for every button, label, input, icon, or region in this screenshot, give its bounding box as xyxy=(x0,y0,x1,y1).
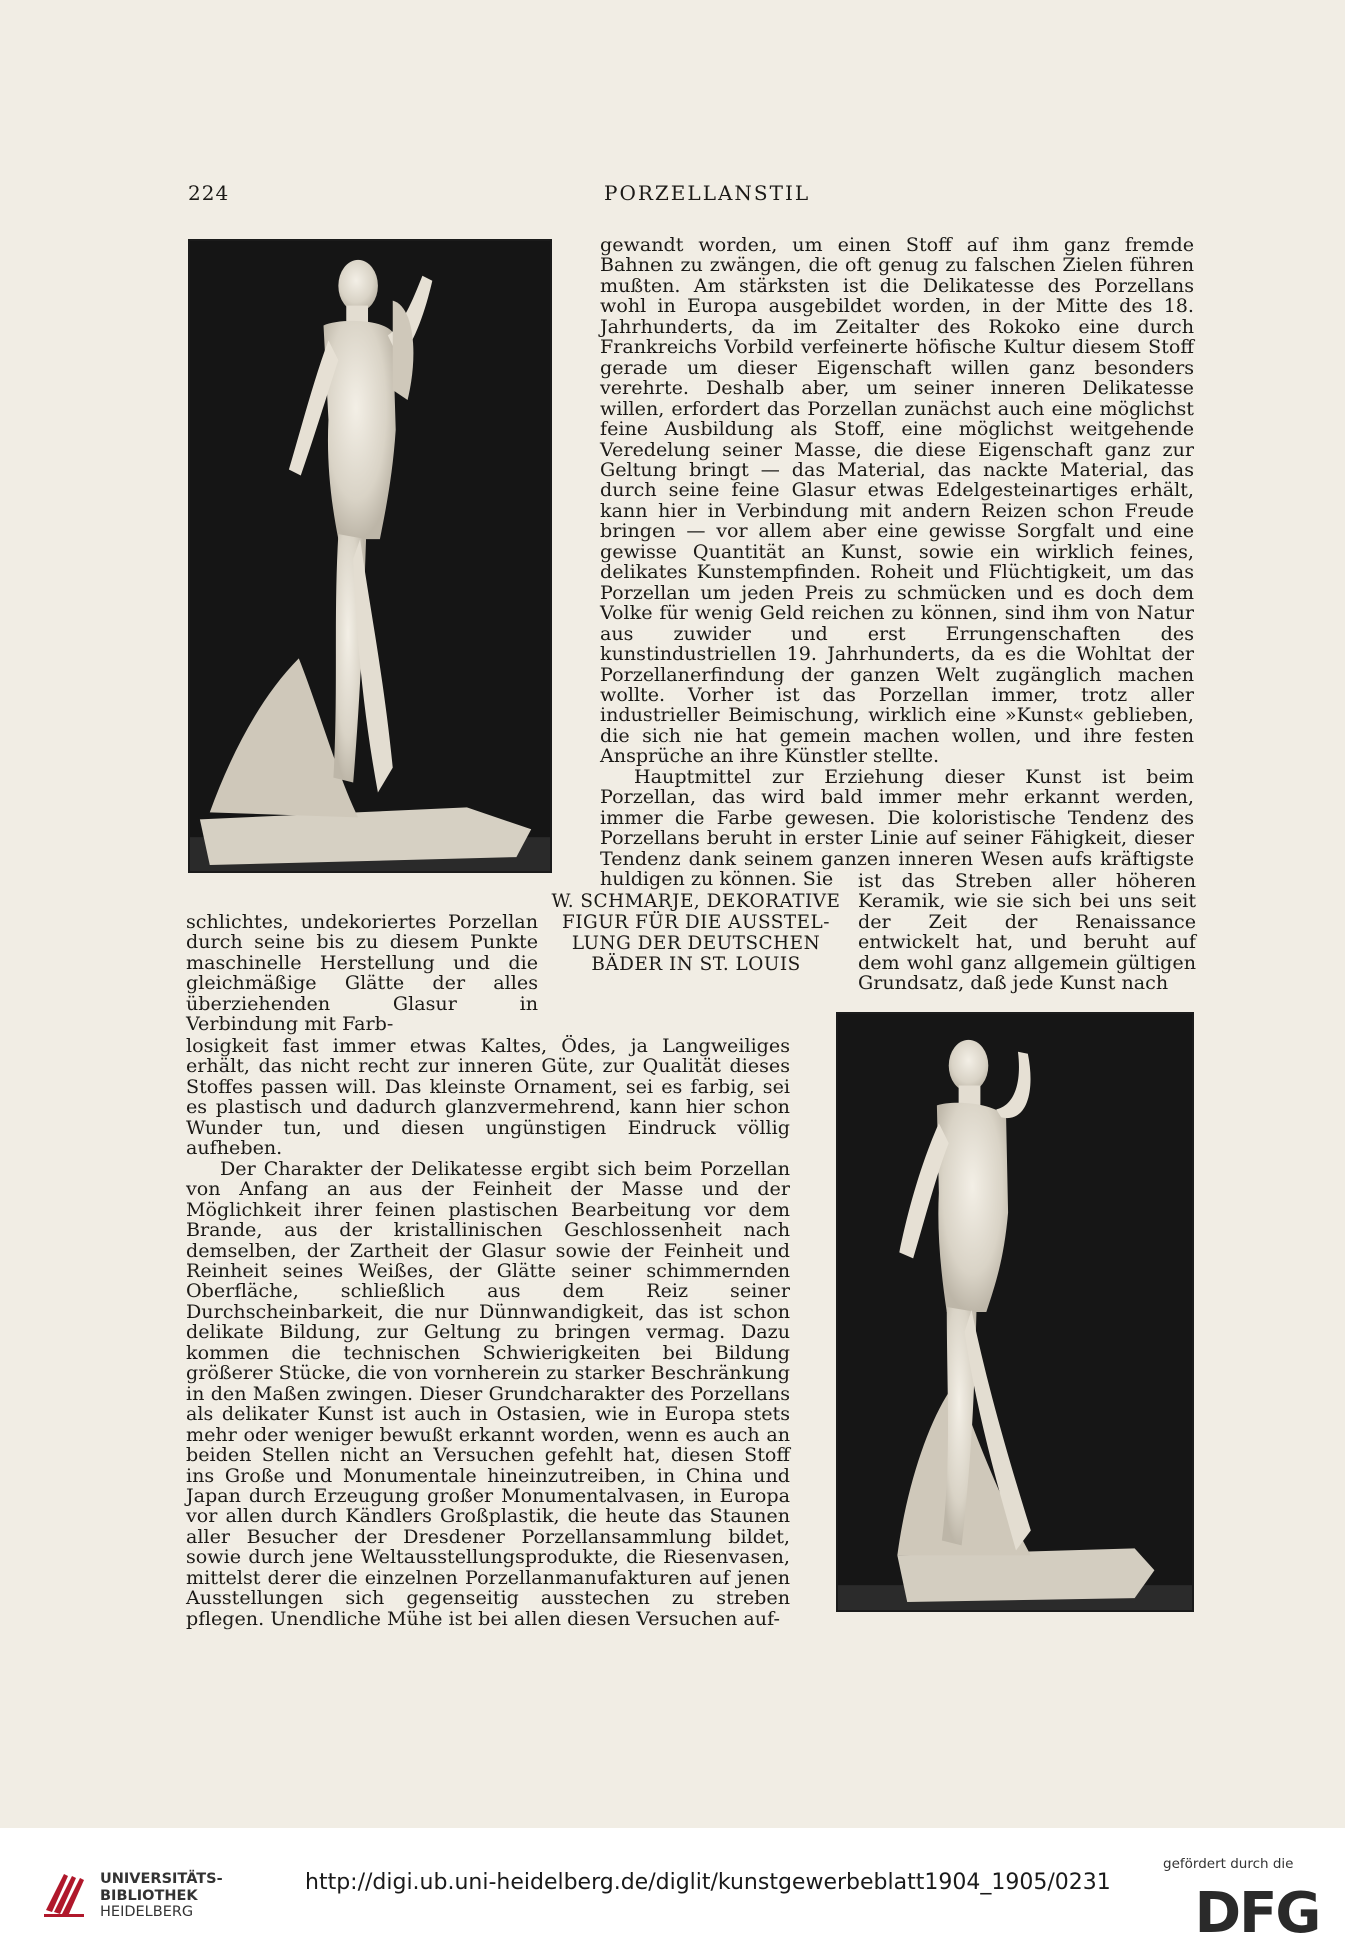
caption-line: FIGUR FÜR DIE AUSSTEL- xyxy=(562,912,830,933)
library-logo-icon xyxy=(42,1868,90,1918)
dfg-logo xyxy=(1187,1880,1327,1940)
library-name-line: UNIVERSITÄTS- xyxy=(100,1871,223,1887)
text-column-left-upper xyxy=(186,912,538,1035)
paragraph: Der Charakter der Delikatesse ergibt sich beim Porzellan von Anfang an aus der Feinheit der Masse und der Möglichkeit ihrer feinen plastischen Bearbeitung vor dem Brande, aus der kristallinischen Geschlossenheit nach demselben, der Zartheit der Glasur sowie der Feinheit und Reinheit seines Weißes, der Glätte seiner schimmernden Oberfläche, schließlich aus dem Reiz seiner Durchscheinbarkeit, die nur Dünnwandigkeit, das ist schon delikate Bildung, zur Geltung zu bringen vermag. Dazu kommen die technischen Schwierigkeiten bei Bildung größerer Stücke, die von vornherein zu starker Beschränkung in den Maßen zwingen. Dieser Grundcharakter des Porzellans als delikater Kunst ist auch in Ostasien, wie in Europa stets mehr oder weniger bewußt erkannt worden, wenn es auch an beiden Stellen nicht an Versuchen gefehlt hat, diesen Stoff ins Große und Monumentale hineinzutreiben, in China und Japan durch Erzeugung großer Monumentalvasen, in Europa vor allen durch Kändlers Großplastik, die heute das Staunen aller Besucher der Dresdener Porzellansammlung bildet, sowie durch jene Weltausstellungsprodukte, die Riesenvasen, mittelst derer die einzelnen Porzellanmanufakturen auf jenen Ausstellungen sich gegenseitig ausstechen zu streben pflegen. Unendliche Mühe ist bei allen diesen Versuchen auf- xyxy=(186,1156,790,1630)
statue-photo-2 xyxy=(836,1012,1194,1612)
caption-line: W. SCHMARJE, DEKORATIVE xyxy=(551,891,841,912)
library-name-line: HEIDELBERG xyxy=(100,1904,194,1920)
caption-line: BÄDER IN ST. LOUIS xyxy=(591,954,801,975)
document-url-link[interactable]: http://digi.ub.uni-heidelberg.de/diglit/kunstgewerbeblatt1904_1905/0231 xyxy=(305,1870,1111,1895)
library-name-line: BIBLIOTHEK xyxy=(100,1887,198,1904)
text-column-right-upper xyxy=(600,235,1194,890)
paragraph: gewandt worden, um einen Stoff auf ihm ganz fremde Bahnen zu zwängen, die oft genug zu falschen Zielen führen mußten. Am stärksten ist die Delikatesse des Porzellans wohl in Europa ausgebildet worden, in der Mitte des 18. Jahrhunderts, da im Zeitalter des Rokoko eine durch Frankreichs Vorbild verfeinerte höfische Kultur diesem Stoff gerade um dieser Eigenschaft willen ganz besonders verehrte. Deshalb aber, um seiner inneren Delikatesse willen, erfordert das Porzellan zunächst auch eine möglichst feine Ausbildung als Stoff, eine möglichst weitgehende Veredelung seiner Masse, die diese Eigenschaft ganz zur Geltung bringt — das Material, das nackte Material, das durch seine feine Glasur etwas Edelgesteinartiges erhält, kann hier in Verbindung mit andern Reizen schon Freude bringen — vor allem aber eine gewisse Sorgfalt und eine gewisse Quantität an Kunst, sowie ein wirklich feines, delikates Kunstempfinden. Roheit und Flüchtigkeit, um das Porzellan um jeden Preis zu schmücken und es doch dem Volke für wenig Geld reichen zu können, sind ihm von Natur aus zuwider und erst Errungenschaften des kunstindustriellen 19. Jahrhunderts, da es die Wohltat der Porzellanerfindung der ganzen Welt zugänglich machen wollte. Vorher ist das Porzellan immer, trotz aller industrieller Beimischung, wirklich eine »Kunst« geblieben, die sich nie hat gemein machen wollen, und ihre festen Ansprüche an ihre Künstler stellte. xyxy=(600,233,1194,768)
statue-photo-1 xyxy=(188,239,552,873)
paragraph: schlichtes, undekoriertes Porzellan durch seine bis zu diesem Punkte maschinelle Herstellung und die gleichmäßige Glätte der alles überziehenden Glasur in Verbindung mit Farb- xyxy=(186,910,538,1036)
library-name xyxy=(100,1871,223,1921)
dfg-logo-text: DFG xyxy=(1194,1881,1320,1940)
page-number: 224 xyxy=(188,181,230,205)
text-column-right-lower xyxy=(858,871,1196,994)
text-column-left-lower xyxy=(186,1036,790,1629)
page-title: PORZELLANSTIL xyxy=(604,181,811,205)
paragraph: ist das Streben aller höheren Keramik, wie sie sich bei uns seit der Zeit der Renaissance entwickelt hat, und beruht auf dem wohl ganz allgemein gültigen Grundsatz, daß jede Kunst nach xyxy=(858,869,1196,995)
caption-line: LUNG DER DEUTSCHEN xyxy=(571,933,821,954)
figure-caption xyxy=(548,891,844,975)
funder-note: gefördert durch die xyxy=(1163,1856,1294,1872)
paragraph: Hauptmittel zur Erziehung dieser Kunst ist beim Porzellan, das wird bald immer mehr erkannt werden, immer die Farbe gewesen. Die koloristische Tendenz des Porzellans beruht in erster Linie auf seiner Fähigkeit, dieser Tendenz dank seinem ganzen inneren Wesen aufs kräftigste huldigen zu können. Sie xyxy=(600,764,1194,891)
paragraph: losigkeit fast immer etwas Kaltes, Ödes, ja Langweiliges erhält, das nicht recht zur inneren Güte, zur Qualität dieses Stoffes passen will. Das kleinste Ornament, sei es farbig, sei es plastisch und dadurch glanzvermehrend, kann hier schon Wunder tun, und diesen ungünstigen Eindruck völlig aufheben. xyxy=(186,1034,790,1160)
